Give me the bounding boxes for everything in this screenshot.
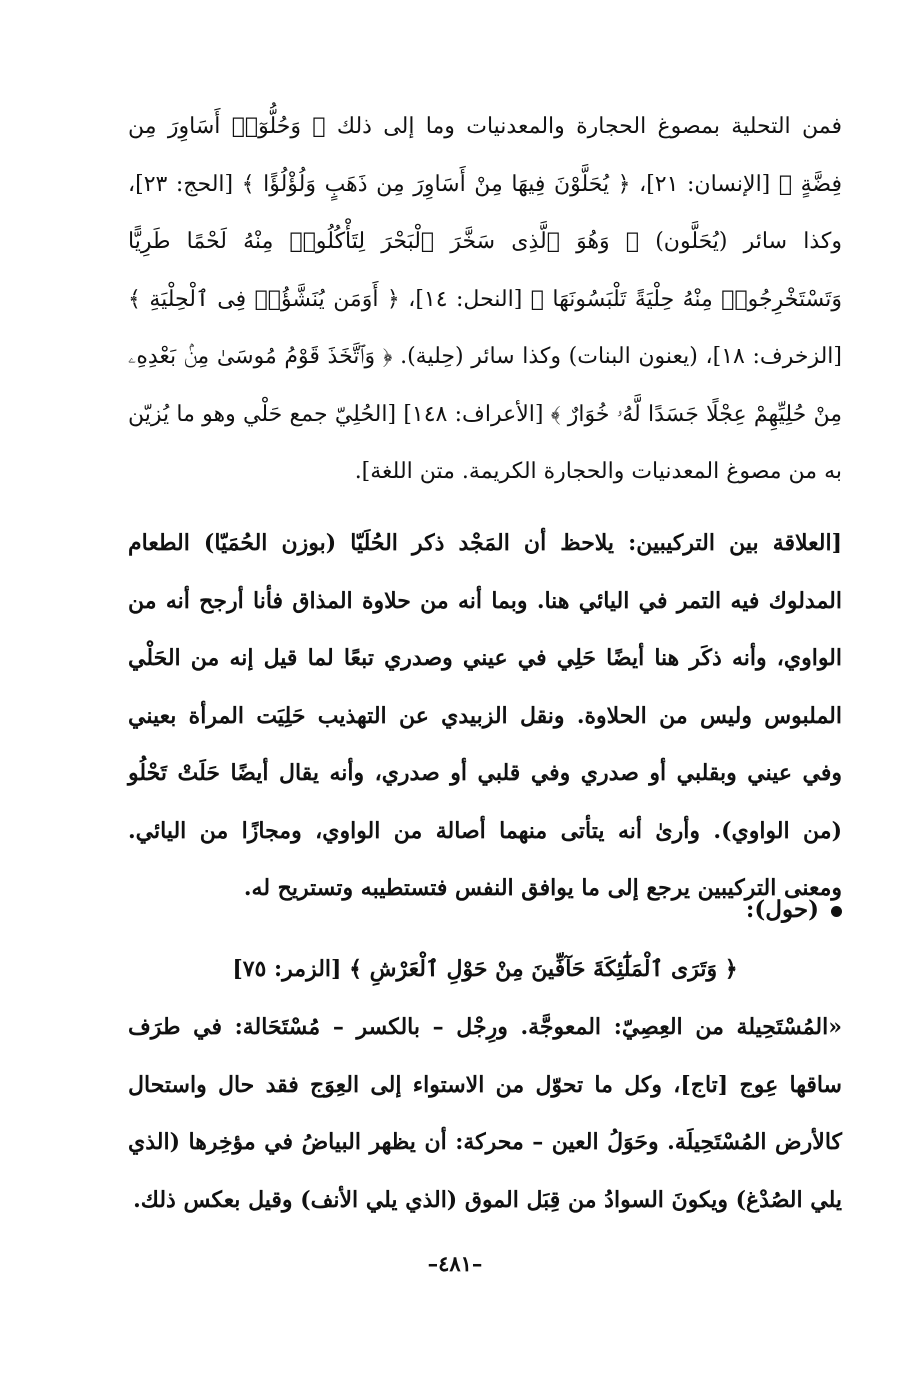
section-definition-paragraph: «المُسْتَحِيلة من العِصِيّ: المعوجَّة. ورِجْل – بالكسر – مُسْتَحَالة: في طرَف ساقها عِوج [تاج]، وكل ما تحوّل من الاستواء إلى العِوَج فقد حال واستحال كالأرض المُسْتَحِيلَة. وحَوَلُ العين – محركة: أن يظهر البياضُ في مؤخِرها (الذي يلي الصُدْغ) ويكونَ السوادُ من قِبَل الموق (الذي يلي الأنف) وقيل بعكس ذلك. [128, 1014, 842, 1213]
relation-paragraph: [العلاقة بين التركيبين: يلاحظ أن المَجْد ذكر الحُلَيّا (بوزن الحُمَيّا) الطعام المدلوك فيه التمر في اليائي هنا. وبما أنه من حلاوة المذاق فأنا أرجح أنه من الواوي، وأنه ذكَر هنا أيضًا حَلِي في عيني وصدري تبعًا لما قيل إنه من الحَلْي الملبوس وليس من الحلاوة. ونقل الزبيدي عن التهذيب حَلِيَت المرأة بعيني وفي عيني وبقلبي أو صدري وفي قلبي أو صدري، وأنه يقال أيضًا حَلَتْ تَحْلُو (من الواوي). وأرىٰ أنه يتأتى منهما أصالة من الواوي، ومجازًا من اليائي. ومعنى التركيبين يرجع إلى ما يوافق النفس فتستطيبه وتستريح له. [128, 530, 842, 901]
quran-verse: ﴿ وَتَرَى ٱلْمَلَٰٓئِكَةَ حَآفِّينَ مِنْ حَوْلِ ٱلْعَرْشِ ﴾ [الزمر: ٧٥] [232, 956, 738, 982]
definition-paragraph: فمن التحلية بمصوغ الحجارة والمعدنيات وما إلى ذلك ﴿ وَحُلُّوٓا۟ أَسَاوِرَ مِن فِضَّةٍ ﴾ [الإنسان: ٢١]، ﴿ يُحَلَّوْنَ فِيهَا مِنْ أَسَاوِرَ مِن ذَهَبٍ وَلُؤْلُؤًا ﴾ [الحج: ٢٣]، وكذا سائر (يُحَلَّون) ﴿ وَهُوَ ٱلَّذِى سَخَّرَ ٱلْبَحْرَ لِتَأْكُلُوا۟ مِنْهُ لَحْمًا طَرِيًّا وَتَسْتَخْرِجُوا۟ مِنْهُ حِلْيَةً تَلْبَسُونَهَا ﴾ [النحل: ١٤]، ﴿ أَوَمَن يُنَشَّؤُا۟ فِى ٱلْحِلْيَةِ ﴾ [الزخرف: ١٨]، (يعنون البنات) وكذا سائر (حِلية). ﴿ وَٱتَّخَذَ قَوْمُ مُوسَىٰ مِنۢ بَعْدِهِۦ مِنْ حُلِيِّهِمْ عِجْلًا جَسَدًا لَّهُۥ خُوَارٌ ﴾ [الأعراف: ١٤٨] [الحُلِيّ جمع حَلْي وهو ما يُزيّن به من مصوغ المعدنيات والحجارة الكريمة. متن اللغة]. [128, 114, 843, 484]
section-heading [128, 881, 842, 938]
section-heading-label: (حول): [745, 896, 819, 923]
bullet-icon [831, 906, 842, 917]
page-number: –٤٨١– [427, 1251, 483, 1276]
